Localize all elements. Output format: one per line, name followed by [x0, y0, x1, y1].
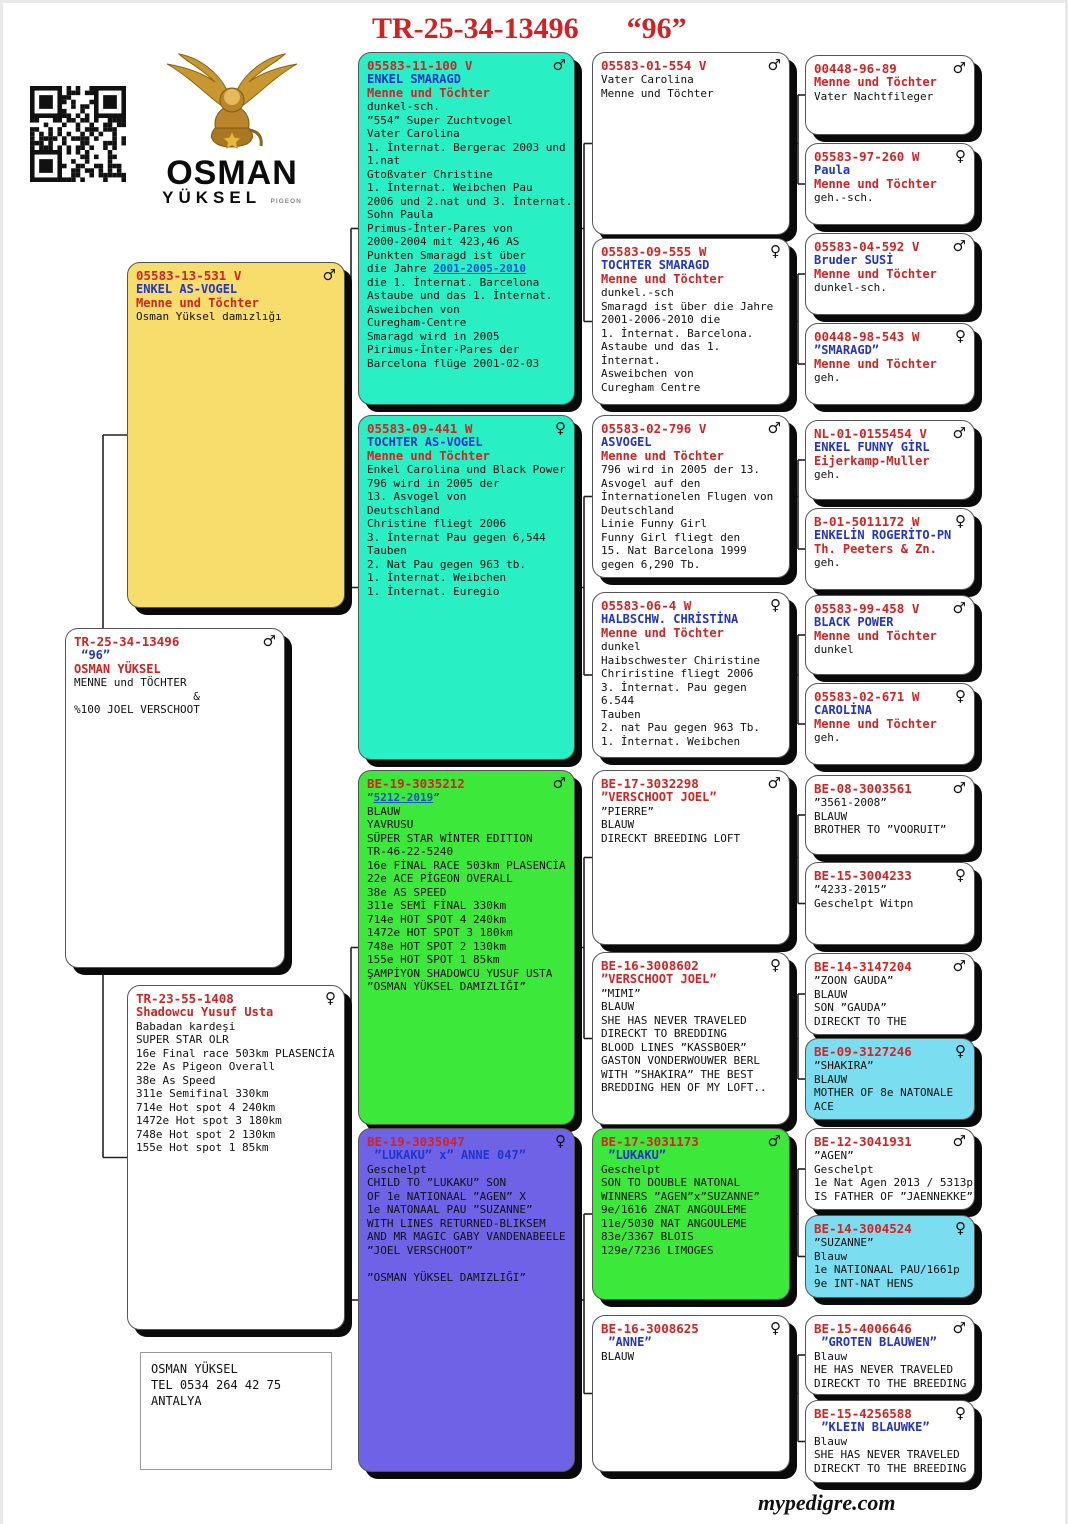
ring-number: TR-23-55-1408	[136, 991, 234, 1006]
pedigree-text-line: 22e ACE PİGEON OVERALL	[367, 872, 513, 885]
ring-number: BE-16-3008625	[601, 1321, 699, 1336]
pedigree-text-line: CAROLİNA	[814, 703, 872, 717]
pedigree-text-line: Chriristine fliegt 2006	[601, 667, 754, 680]
pedigree-text-line: dunkel	[601, 640, 641, 653]
pedigree-text-line: ”4233-2015”	[814, 883, 887, 896]
pedigree-text-line: ENKEL SMARAGD	[367, 72, 461, 86]
pedigree-text-line: 2. nat Pau gegen 963 Tb.	[601, 721, 760, 734]
pedigree-text-line: 2. Nat Pau gegen 963 tb.	[367, 557, 526, 571]
pedigree-text-line: ”OSMAN YÜKSEL DAMIZLIĞI”	[367, 980, 526, 993]
ring-number: 05583-99-458 V	[814, 601, 920, 616]
pedigree-box-g3-8	[592, 1315, 790, 1472]
pedigree-text-line: ENKELİN ROGERİTO-PN	[814, 528, 952, 542]
ring-number: BE-19-3035212	[367, 776, 465, 791]
male-icon: ♂	[767, 774, 781, 792]
pedigree-text-line: ”SMARAGD”	[814, 343, 880, 357]
pedigree-text-line: Deutschland	[367, 503, 440, 517]
ring-number: BE-08-3003561	[814, 781, 912, 796]
male-icon: ♂	[767, 56, 781, 74]
ring-number: B-01-5011172 W	[814, 514, 920, 529]
pedigree-text-line: BROTHER TO ”VOORUIT”	[814, 823, 947, 836]
ring-number: BE-12-3041931	[814, 1134, 912, 1149]
pedigree-text-line: Linie Funny Girl	[601, 517, 707, 530]
pedigree-text-line: CHILD TO ”LUKAKU” SON	[367, 1176, 507, 1189]
pedigree-text-line: AND MR MAGIC GABY VANDENABEELE	[367, 1230, 566, 1243]
pedigree-text-line: DIRECKT TO THE	[814, 1014, 907, 1028]
pedigree-text-line: SHE HAS NEVER TRAVELED	[601, 1013, 747, 1027]
pedigree-text-line: %100 JOEL VERSCHOOT	[74, 703, 200, 716]
pedigree-text-line: IS FATHER OF ”JAENNEKKE”	[814, 1189, 973, 1203]
pedigree-box-g3-6	[592, 952, 790, 1125]
ring-number: 05583-13-531 V	[136, 268, 242, 283]
male-icon: ♂	[952, 957, 966, 975]
pedigree-text-line: Menne und Töchter	[814, 75, 937, 89]
pedigree-text-line: Menne und Töchter	[601, 625, 724, 640]
pedigree-box-g3-5	[592, 770, 790, 945]
pedigree-text-line: Astaube und das 1.	[601, 340, 721, 353]
pedigree-text-line: MOTHER OF 8e NATONALE	[814, 1086, 954, 1099]
female-icon: ♀	[555, 419, 566, 437]
pedigree-text-line: 796 wird in 2005 der 13.	[601, 463, 760, 476]
pedigree-text-line: Menne und Töchter	[136, 295, 259, 310]
pedigree-box-g4-2	[805, 143, 975, 225]
pedigree-box-g3-1	[592, 52, 790, 235]
pedigree-box-g2-3	[358, 770, 575, 1125]
pedigree-text-line: ”JOEL VERSCHOOT”	[367, 1243, 473, 1257]
pedigree-text-line: 1e Nat Agen 2013 / 5313p	[814, 1176, 973, 1189]
ring-number: BE-17-3032298	[601, 776, 699, 791]
male-icon: ♂	[952, 779, 966, 797]
pedigree-text-line: Eijerkamp-Muller	[814, 453, 930, 468]
female-icon: ♀	[555, 1132, 566, 1150]
male-icon: ♂	[952, 599, 966, 617]
pedigree-text-line: BLOOD LINES ”KASSBOER”	[601, 1040, 747, 1054]
pedigree-text-line: Christine fliegt 2006	[367, 517, 507, 530]
male-icon: ♂	[767, 1132, 781, 1150]
ring-number: 05583-11-100 V	[367, 58, 473, 73]
ring-number: 05583-02-796 V	[601, 421, 707, 436]
pedigree-text-line: 3. İnternat Pau gegen 6,544	[367, 530, 546, 544]
pedigree-box-g4-10	[805, 862, 975, 945]
site-credit-link[interactable]: mypedigre.com	[758, 1490, 896, 1515]
pedigree-text-line: HE HAS NEVER TRAVELED	[814, 1363, 954, 1376]
ring-number: 05583-01-554 V	[601, 58, 707, 73]
pedigree-text-line: Asweibchen von	[367, 302, 460, 316]
pedigree-text-line: Punkten Smaragd ist über	[367, 248, 526, 262]
pedigree-text-line: BLAUW	[814, 987, 848, 1001]
pedigree-text-line: TOCHTER AS-VOGEL	[367, 435, 483, 449]
pedigree-text-line: Menne und Töchter	[814, 176, 937, 191]
ring-number: 00448-98-543 W	[814, 329, 920, 344]
female-icon: ♀	[770, 1319, 781, 1337]
male-icon: ♂	[952, 1132, 966, 1150]
pedigree-text-line: Vater Carolina	[601, 73, 694, 86]
pedigree-box-g3-2	[592, 238, 790, 405]
ring-number: BE-17-3031173	[601, 1134, 699, 1149]
pedigree-text-line: Vater Nachtfileger	[814, 89, 934, 103]
pedigree-text-line: BLAUW	[601, 1349, 635, 1363]
title-ring-number: TR-25-34-13496	[372, 12, 579, 45]
pedigree-text-line: Gtoßvater Christine	[367, 167, 493, 181]
pedigree-text-line: ENKEL AS-VOGEL	[136, 282, 238, 296]
pedigree-text-line: Menne und Töchter	[601, 448, 724, 463]
pedigree-text-line: 155e HOT SPOT 1 85km	[367, 953, 500, 966]
pedigree-text-line: 1472e HOT SPOT 3 180km	[367, 926, 513, 939]
pedigree-text-line: Paula	[814, 163, 851, 177]
pedigree-text-line: 16e Final race 503km PLASENCİA	[136, 1046, 335, 1060]
pedigree-text-line: 714e Hot spot 4 240km	[136, 1100, 276, 1114]
pedigree-box-g3-4	[592, 592, 790, 758]
pedigree-text-line: 83e/3367 BLOIS	[601, 1230, 694, 1243]
contact-city: ANTALYA	[151, 1394, 202, 1408]
pedigree-text-line: TOCHTER SMARAGD	[601, 258, 710, 272]
pedigree-box-g4-12	[805, 1038, 975, 1120]
male-icon: ♂	[552, 774, 566, 792]
pedigree-text-line: ”LUKAKU” x” ANNE 047”	[367, 1148, 526, 1162]
ring-number: BE-15-4256588	[814, 1406, 912, 1421]
pedigree-text-line: dunkel.-sch	[601, 286, 674, 299]
logo-name-top: OSMAN	[166, 154, 298, 192]
title-bird-name: “96”	[626, 12, 687, 45]
pedigree-text-line: Blauw	[814, 1249, 848, 1263]
pedigree-text-line: 1.nat	[367, 154, 401, 167]
pedigree-text-line	[367, 1257, 566, 1271]
pedigree-text-line: 16e FİNAL RACE 503km PLASENCİA	[367, 858, 566, 872]
pedigree-text-line: Primus-İnter-Pares von	[367, 221, 513, 235]
pedigree-box-g4-7	[805, 595, 975, 675]
pedigree-text-line: SON TO DOUBLE NATONAL	[601, 1176, 741, 1189]
pedigree-text-line: 748e HOT SPOT 2 130km	[367, 939, 507, 953]
inline-link[interactable]: 2001-2005-2010	[433, 262, 526, 275]
pedigree-text-line: 1e NATONAAL PAU ”SUZANNE”	[367, 1203, 533, 1216]
pedigree-box-g4-13	[805, 1128, 975, 1210]
pedigree-text-line: ŞAMPİYON SHADOWCU YUSUF USTA	[367, 966, 553, 980]
pedigree-text-line: 9e INT-NAT HENS	[814, 1276, 914, 1290]
pedigree-text-line: ENKEL FUNNY GİRL	[814, 440, 930, 454]
pedigree-text-line: Tauben	[367, 544, 407, 557]
pedigree-text-line: BLAUW	[367, 804, 401, 818]
pedigree-text-line: ”PIERRE”	[601, 804, 654, 818]
pedigree-text-line: 3. İnternat. Pau gegen	[601, 680, 747, 694]
pedigree-text-line: ”SUZANNE”	[814, 1236, 874, 1249]
pedigree-text-line: 714e HOT SPOT 4 240km	[367, 912, 507, 926]
ring-number: BE-14-3004524	[814, 1221, 912, 1236]
pedigree-text-line: ”5212-2019”	[367, 791, 440, 804]
pedigree-text-line: WITH ”SHAKIRA” THE BEST	[601, 1067, 754, 1081]
pedigree-text-line: OSMAN YÜKSEL	[74, 661, 161, 676]
pedigree-text-line: Tauben	[601, 707, 641, 721]
ring-number: NL-01-0155454 V	[814, 426, 927, 441]
pedigree-text-line: ASVOGEL	[601, 435, 652, 449]
pedigree-text-line: 311e SEMİ FİNAL 330km	[367, 899, 507, 912]
pedigree-text-line: Smaragd wird in 2005	[367, 329, 500, 343]
male-icon: ♂	[952, 237, 966, 255]
pedigree-text-line: Osman Yüksel damızlığı	[136, 310, 282, 323]
pedigree-text-line: 9e/1616 ZNAT ANGOULEME	[601, 1203, 747, 1216]
male-icon: ♂	[767, 419, 781, 437]
pedigree-text-line: 1e NATIONAAL PAU/1661p	[814, 1263, 960, 1276]
pedigree-text-line: HALBSCHW. CHRİSTİNA	[601, 612, 739, 626]
pedigree-text-line: 38e As Speed	[136, 1073, 216, 1087]
pedigree-text-line: 1. İnternat. Bergerac 2003 und	[367, 140, 566, 154]
female-icon: ♀	[955, 327, 966, 345]
pedigree-text-line: BLACK POWER	[814, 615, 894, 629]
female-icon: ♀	[770, 242, 781, 260]
pedigree-text-line: geh.	[814, 556, 841, 569]
pedigree-text-line: Babadan kardeşi	[136, 1019, 236, 1033]
pedigree-text-line: 1472e Hot spot 3 180km	[136, 1114, 282, 1127]
male-icon: ♂	[552, 56, 566, 74]
pedigree-text-line: Curegham-Centre	[367, 316, 467, 329]
contact-box	[140, 1352, 332, 1470]
pedigree-text-line: SUPER STAR OLR	[136, 1033, 229, 1046]
pedigree-text-line: die Jahre 2001-2005-2010	[367, 262, 526, 275]
contact-name: OSMAN YÜKSEL	[151, 1362, 238, 1376]
female-icon: ♀	[955, 1042, 966, 1060]
pedigree-text-line: 1. İnternat. Euregio	[367, 584, 500, 598]
ring-number: 05583-09-555 W	[601, 244, 707, 259]
pedigree-text-line: BLAUW	[601, 1000, 635, 1013]
pedigree-text-line: ”MIMI”	[601, 986, 641, 1000]
pedigree-box-g4-1	[805, 55, 975, 135]
pedigree-text-line: SÜPER STAR WİNTER EDITION	[367, 831, 533, 845]
pedigree-box-g4-4	[805, 323, 975, 405]
pedigree-text-line: 22e As Pigeon Overall	[136, 1060, 276, 1073]
pedigree-text-line: DIRECKT TO BREDDING	[601, 1027, 727, 1040]
pedigree-text-line: geh.	[814, 371, 841, 384]
female-icon: ♀	[955, 147, 966, 165]
pedigree-text-line: &	[74, 689, 200, 703]
pedigree-box-g1-sire	[127, 262, 345, 608]
pedigree-text-line: ”ANNE”	[601, 1335, 652, 1349]
pedigree-text-line: ”3561-2008”	[814, 796, 887, 809]
ring-number: BE-09-3127246	[814, 1044, 912, 1059]
pedigree-box-g3-3	[592, 415, 790, 578]
pedigree-box-subject	[65, 628, 285, 968]
pedigree-box-g1-dam	[127, 985, 345, 1330]
pedigree-text-line: 11e/5030 NAT ANGOULEME	[601, 1216, 747, 1230]
ring-number: BE-15-4006646	[814, 1321, 912, 1336]
female-icon: ♀	[955, 1219, 966, 1237]
pedigree-text-line: 129e/7236 LIMOGES	[601, 1243, 714, 1257]
pedigree-text-line: YAVRUSU	[367, 818, 414, 831]
pedigree-text-line: ”KLEIN BLAUWKE”	[814, 1420, 930, 1434]
pedigree-text-line: GASTON VONDERWOUWER BERL	[601, 1054, 760, 1067]
pedigree-text-line: WINNERS ”AGEN”x”SUZANNE”	[601, 1189, 760, 1203]
pedigree-text-line: ”VERSCHOOT JOEL”	[601, 972, 717, 986]
pedigree-box-g4-3	[805, 233, 975, 315]
pedigree-text-line: BLAUW	[814, 809, 848, 823]
pedigree-text-line: DIRECKT TO THE BREEDING	[814, 1461, 967, 1475]
female-icon: ♀	[955, 1404, 966, 1422]
pedigree-text-line: ”VERSCHOOT JOEL”	[601, 790, 717, 804]
pedigree-text-line: Menne und Töchter	[814, 356, 937, 371]
female-icon: ♀	[770, 956, 781, 974]
pedigree-text-line: 796 wird in 2005 der	[367, 476, 500, 490]
ring-number: 05583-02-671 W	[814, 689, 920, 704]
pedigree-text-line: dunkel	[814, 643, 854, 656]
pedigree-box-g4-8	[805, 683, 975, 765]
pedigree-text-line: Menne und Töchter	[814, 628, 937, 643]
pedigree-box-g4-15	[805, 1315, 975, 1395]
pedigree-text-line: 6.544	[601, 694, 635, 707]
pedigree-text-line: Curegham Centre	[601, 380, 701, 394]
contact-phone: TEL 0534 264 42 75	[151, 1378, 282, 1392]
pedigree-text-line: Asvogel auf den	[601, 476, 701, 490]
pedigree-text-line: 1. İnternat. Barcelona.	[601, 326, 754, 340]
pedigree-text-line: Enkel Carolina und Black Power	[367, 463, 566, 476]
pedigree-text-line: ”LUKAKU”	[601, 1148, 667, 1162]
pedigree-box-g4-5	[805, 420, 975, 500]
pedigree-box-g4-11	[805, 953, 975, 1035]
pedigree-text-line: BLAUW	[601, 818, 635, 831]
pedigree-text-line: Deutschland	[601, 503, 674, 517]
ring-number: 05583-04-592 V	[814, 239, 920, 254]
male-icon: ♂	[952, 424, 966, 442]
female-icon: ♀	[955, 687, 966, 705]
pedigree-text-line: OF 1e NATIONAAL ”AGEN” X	[367, 1189, 526, 1203]
pedigree-text-line: Geschelpt	[367, 1162, 427, 1176]
pedigree-text-line: 155e Hot spot 1 85km	[136, 1141, 269, 1154]
pedigree-text-line: Menne und Töchter	[367, 85, 490, 100]
ring-number: 05583-09-441 W	[367, 421, 473, 436]
pedigree-text-line: İnternat.	[601, 353, 661, 367]
pedigree-text-line: Menne und Töchter	[601, 271, 724, 286]
pedigree-text-line: gegen 6,290 Tb.	[601, 557, 701, 571]
pedigree-text-line: BREDDING HEN OF MY LOFT..	[601, 1081, 767, 1094]
pedigree-text-line: Haibschwester Chiristine	[601, 653, 760, 667]
pedigree-text-line: Astaube und das 1. İnternat.	[367, 289, 553, 302]
ring-number: BE-14-3147204	[814, 959, 912, 974]
pedigree-text-line: DIRECKT TO THE BREEDING	[814, 1376, 967, 1390]
pedigree-text-line: DIRECKT BREEDING LOFT	[601, 831, 741, 845]
ring-number: BE-15-3004233	[814, 868, 912, 883]
pedigree-text-line: ”554” Super Zuchtvogel	[367, 113, 513, 127]
pedigree-box-g3-7	[592, 1128, 790, 1300]
pedigree-box-g4-9	[805, 775, 975, 855]
pedigree-text-line: SHE HAS NEVER TRAVELED	[814, 1448, 960, 1461]
pedigree-text-line: WITH LINES RETURNED-BLIKSEM	[367, 1216, 546, 1230]
pedigree-text-line: ”AGEN”	[814, 1149, 854, 1162]
male-icon: ♂	[952, 1319, 966, 1337]
pedigree-text-line: Menne und Töchter	[367, 448, 490, 463]
pedigree-text-line: Asweibchen von	[601, 367, 694, 380]
pedigree-text-line: 1. İnternat. Weibchen	[601, 734, 741, 748]
pedigree-text-line: ”OSMAN YÜKSEL DAMIZLIĞI”	[367, 1270, 526, 1284]
pedigree-text-line: 13. Asvogel von	[367, 490, 467, 503]
pedigree-text-line: 2001-2006-2010 die	[601, 313, 721, 326]
pedigree-text-line: TR-46-22-5240	[367, 845, 454, 858]
pedigree-text-line: 2006 und 2.nat und 3. İnternat.	[367, 194, 573, 208]
pedigree-text-line: ”ZOON GAUDA”	[814, 974, 894, 987]
pedigree-text-line: 1. İnternat. Weibchen	[367, 571, 507, 584]
pedigree-box-g4-14	[805, 1215, 975, 1298]
pedigree-text-line: geh.-sch.	[814, 191, 874, 204]
ring-number: BE-19-3035047	[367, 1134, 465, 1149]
pedigree-text-line: Blauw	[814, 1434, 848, 1448]
pedigree-text-line: BLAUW	[814, 1072, 848, 1086]
pedigree-text-line: Barcelona flüge 2001-02-03	[367, 356, 540, 370]
female-icon: ♀	[325, 989, 336, 1007]
pedigree-text-line: Th. Peeters & Zn.	[814, 541, 937, 556]
pedigree-text-line: ”SHAKIRA”	[814, 1059, 874, 1072]
pedigree-text-line: Sohn Paula	[367, 208, 434, 221]
logo-tagline: PIGEON	[270, 198, 302, 205]
pedigree-text-line: Geschelpt	[814, 1162, 874, 1176]
ring-number: TR-25-34-13496	[74, 634, 180, 649]
ring-number: BE-16-3008602	[601, 958, 699, 973]
pedigree-box-g2-4	[358, 1128, 575, 1472]
pedigree-text-line: Menne und Töchter	[814, 716, 937, 731]
inline-link[interactable]: 5212-2019	[373, 791, 434, 804]
ring-number: 05583-06-4 W	[601, 598, 692, 613]
pedigree-box-g4-6	[805, 508, 975, 590]
ring-number: 05583-97-260 W	[814, 149, 920, 164]
pedigree-text-line: Geschelpt	[601, 1162, 661, 1176]
ring-number: 00448-96-89	[814, 61, 897, 76]
pedigree-text-line: ”GROTEN BLAUWEN”	[814, 1335, 937, 1349]
pedigree-text-line: 38e AS SPEED	[367, 885, 447, 899]
pedigree-text-line: geh.	[814, 731, 841, 744]
pedigree-box-g2-1	[358, 52, 575, 405]
pedigree-text-line: die 1. İnternat. Barcelona	[367, 275, 540, 289]
female-icon: ♀	[770, 596, 781, 614]
pedigree-text-line: geh.	[814, 468, 841, 481]
pedigree-text-line: Smaragd ist über die Jahre	[601, 299, 774, 313]
pedigree-text-line: Geschelpt Witpn	[814, 896, 914, 910]
male-icon: ♂	[262, 632, 276, 650]
pedigree-text-line: Menne und Töchter	[814, 266, 937, 281]
pedigree-text-line: 1. İnternat. Weibchen Pau	[367, 181, 533, 194]
pedigree-box-g4-16	[805, 1400, 975, 1483]
pedigree-text-line: MENNE und TÖCHTER	[74, 676, 187, 689]
pedigree-text-line: 311e Semifinal 330km	[136, 1087, 269, 1100]
male-icon: ♂	[952, 59, 966, 77]
pedigree-text-line: “96”	[74, 648, 111, 662]
logo-name-bottom: YÜKSEL PIGEON	[162, 188, 302, 207]
pedigree-text-line: Funny Girl fliegt den	[601, 530, 741, 544]
pedigree-text-line: dunkel-sch.	[367, 100, 440, 113]
pedigree-text-line: SON ”GAUDA”	[814, 1001, 887, 1014]
pedigree-text-line: İnternationelen Flugen von	[601, 490, 774, 503]
pedigree-text-line: Blauw	[814, 1349, 848, 1363]
pedigree-text-line: Vater Carolina	[367, 127, 460, 140]
pedigree-text-line: dunkel-sch.	[814, 281, 887, 294]
female-icon: ♀	[955, 512, 966, 530]
pedigree-text-line: 15. Nat Barcelona 1999	[601, 544, 747, 557]
pedigree-text-line: ACE	[814, 1099, 834, 1113]
female-icon: ♀	[955, 866, 966, 884]
male-icon: ♂	[322, 266, 336, 284]
pedigree-box-g2-2	[358, 415, 575, 760]
pedigree-text-line: 2000-2004 mit 423,46 AS	[367, 235, 520, 248]
pedigree-text-line: Shadowcu Yusuf Usta	[136, 1005, 274, 1019]
pedigree-text-line: 748e Hot spot 2 130km	[136, 1127, 276, 1141]
pedigree-text-line: Bruder SUSİ	[814, 253, 894, 267]
pedigree-text-line: Menne und Töchter	[601, 86, 714, 100]
pedigree-text-line: Pirimus-İnter-Pares der	[367, 343, 520, 356]
